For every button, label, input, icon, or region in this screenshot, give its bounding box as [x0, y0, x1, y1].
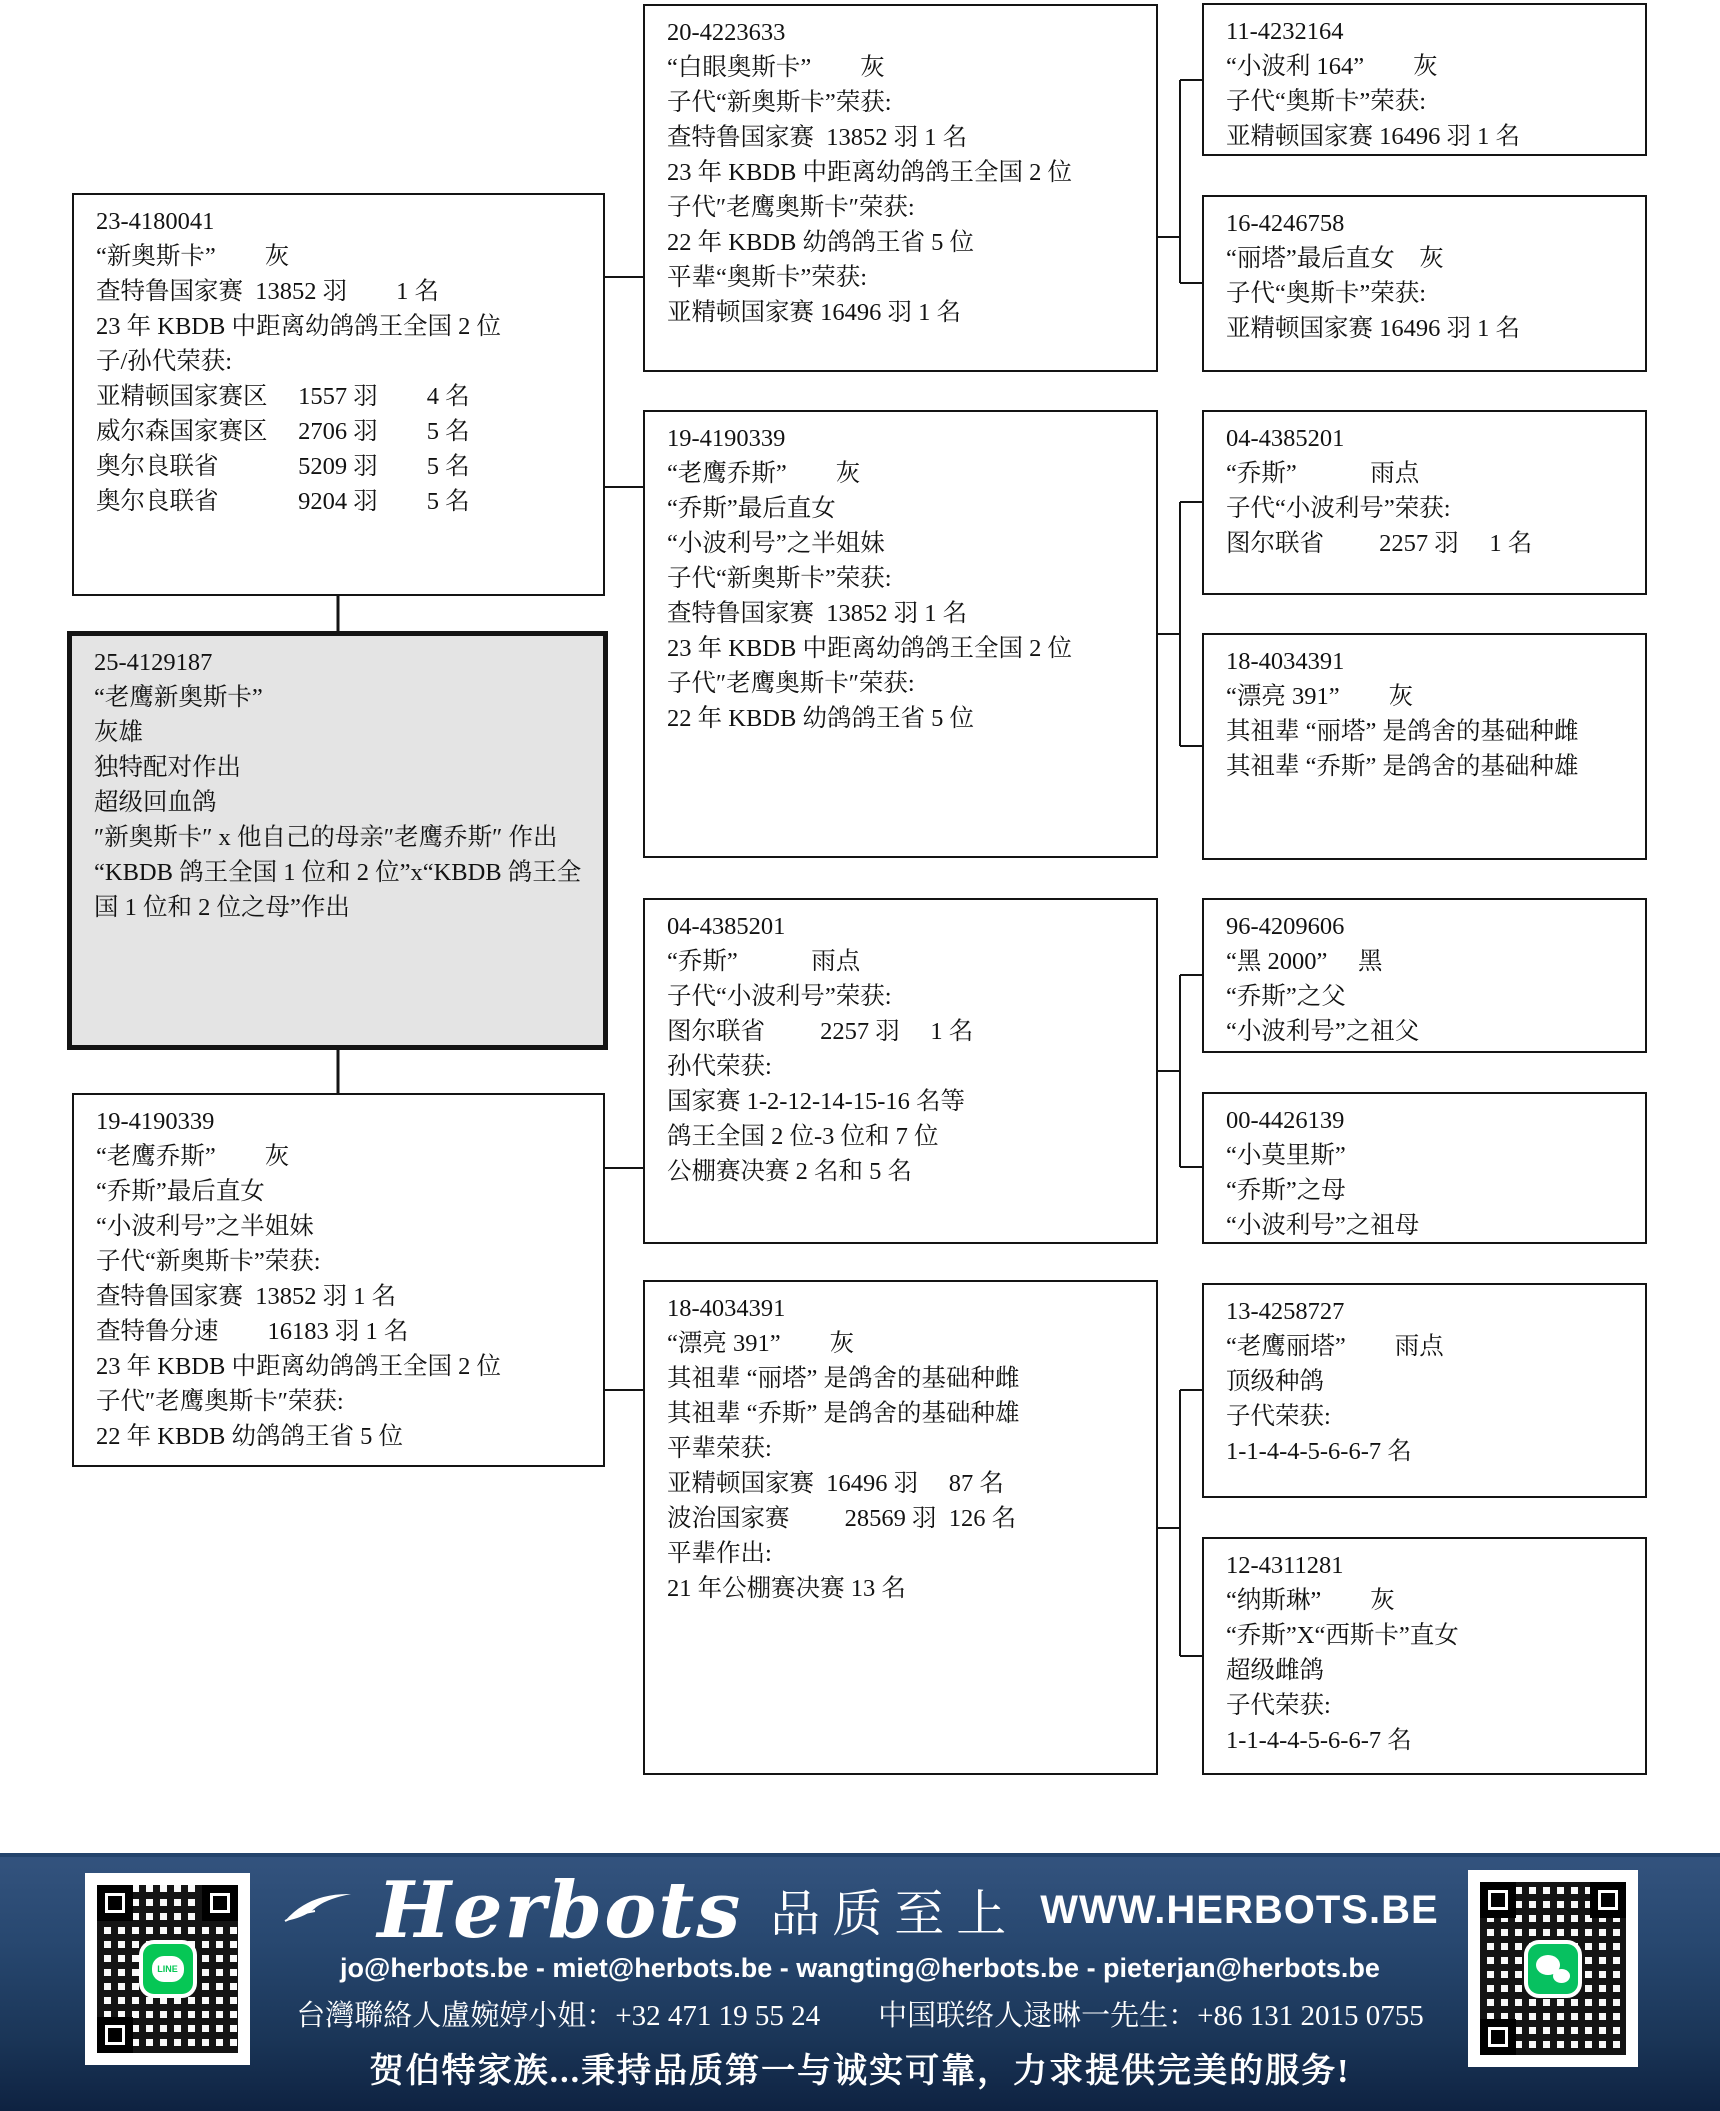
- pedigree-box-19-4190339: [643, 410, 1158, 858]
- pedigree-text-line: 18-4034391: [1226, 648, 1345, 675]
- footer-banner: [0, 1853, 1720, 2111]
- qr-pattern: [1480, 1882, 1626, 2055]
- pedigree-text-line: 国家赛 1-2-12-14-15-16 名等: [667, 1088, 966, 1115]
- pedigree-text-line: 波治国家赛 28569 羽 126 名: [667, 1505, 1017, 1532]
- pedigree-text-line: 子代″老鹰奥斯卡″荣获:: [96, 1388, 344, 1415]
- pedigree-box-13-4258727: [1202, 1283, 1647, 1498]
- pedigree-text-line: 鸽王全国 2 位-3 位和 7 位: [667, 1123, 939, 1150]
- pedigree-text-line: 独特配对作出: [94, 754, 241, 781]
- pedigree-text-line: 子代“小波利号”荣获:: [1226, 495, 1451, 522]
- pedigree-text-line: ″新奥斯卡″ x 他自己的母亲″老鹰乔斯″ 作出: [94, 824, 558, 851]
- pedigree-text-line: 18-4034391: [667, 1295, 786, 1322]
- pedigree-text-line: “乔斯”X“西斯卡”直女: [1226, 1622, 1459, 1649]
- pedigree-text-line: 16-4246758: [1226, 210, 1345, 237]
- pedigree-text-line: 21 年公棚赛决赛 13 名: [667, 1575, 906, 1602]
- pedigree-text-line: 1-1-4-4-5-6-6-7 名: [1226, 1727, 1412, 1754]
- email-list: jo@herbots.be - miet@herbots.be - wangting@herbots.be - pieterjan@herbots.be: [340, 1953, 1380, 1983]
- pedigree-text-line: 平辈荣获:: [667, 1435, 772, 1462]
- pedigree-box-dam-19-4190339: [72, 1093, 605, 1467]
- pedigree-text-line: 23 年 KBDB 中距离幼鸽鸽王全国 2 位: [667, 635, 1072, 662]
- pedigree-text-line: “老鹰新奥斯卡”: [94, 684, 263, 711]
- pedigree-text-line: “老鹰丽塔” 雨点: [1226, 1333, 1444, 1360]
- pedigree-text-line: “漂亮 391” 灰: [1226, 683, 1414, 710]
- pedigree-text-line: 子代荣获:: [1226, 1403, 1331, 1430]
- pedigree-text-line: 其祖辈 “乔斯” 是鸽舍的基础种雄: [667, 1400, 1020, 1427]
- pedigree-text-line: 查特鲁分速 16183 羽 1 名: [96, 1318, 409, 1345]
- pedigree-text-line: 顶级种鸽: [1226, 1368, 1324, 1395]
- pedigree-text-line: 23 年 KBDB 中距离幼鸽鸽王全国 2 位: [96, 313, 501, 340]
- pedigree-text-line: 19-4190339: [96, 1108, 215, 1135]
- pedigree-text-line: “小波利号”之半姐妹: [96, 1213, 314, 1240]
- pedigree-box-96-4209606: [1202, 898, 1647, 1053]
- pedigree-text-line: 04-4385201: [1226, 425, 1345, 452]
- pedigree-text-line: “乔斯”最后直女: [667, 495, 836, 522]
- footer-slogan: 贺伯特家族...秉持品质第一与诚实可靠，力求提供完美的服务!: [369, 2053, 1351, 2090]
- pedigree-text-line: “漂亮 391” 灰: [667, 1330, 855, 1357]
- pedigree-box-12-4311281: [1202, 1537, 1647, 1775]
- brand-row: [265, 1864, 1455, 1956]
- pedigree-text-line: 子代“新奥斯卡”荣获:: [667, 565, 892, 592]
- pedigree-text-line: “小波利号”之祖父: [1226, 1018, 1420, 1045]
- pedigree-text-line: 亚精顿国家赛 16496 羽 1 名: [667, 299, 961, 326]
- footer-content: [265, 1857, 1455, 2111]
- pedigree-text-line: 12-4311281: [1226, 1552, 1344, 1579]
- pedigree-text-line: 96-4209606: [1226, 913, 1345, 940]
- pedigree-box-16-4246758: [1202, 195, 1647, 372]
- pedigree-box-18-4034391-right: [1202, 633, 1647, 860]
- pedigree-text-line: “纳斯琳” 灰: [1226, 1587, 1395, 1614]
- brand-tagline: 品质至上: [770, 1886, 1019, 1942]
- pedigree-text-line: 子代“奥斯卡”荣获:: [1226, 88, 1427, 115]
- pedigree-text-line: 19-4190339: [667, 425, 786, 452]
- pedigree-text-line: 平辈作出:: [667, 1540, 772, 1567]
- pedigree-text-line: “老鹰乔斯” 灰: [96, 1143, 290, 1170]
- pedigree-text-line: 23 年 KBDB 中距离幼鸽鸽王全国 2 位: [667, 159, 1072, 186]
- pedigree-text-line: 子/孙代荣获:: [96, 348, 233, 375]
- pedigree-text-line: 22 年 KBDB 幼鸽鸽王省 5 位: [667, 705, 974, 732]
- pedigree-text-line: 奥尔良联省 9204 羽 5 名: [96, 488, 470, 515]
- wechat-icon: [1528, 1944, 1578, 1994]
- pedigree-text-line: 孙代荣获:: [667, 1053, 772, 1080]
- line-icon: LINE: [143, 1944, 193, 1994]
- contact-phones: 台灣聯絡人盧婉婷小姐：+32 471 19 55 24 中国联络人逯晽一先生：+86 131 2015 0755: [296, 2000, 1424, 2032]
- pedigree-box-04-4385201: [643, 898, 1158, 1244]
- pedigree-text-line: 子代“奥斯卡”荣获:: [1226, 280, 1427, 307]
- pedigree-text-line: “KBDB 鸽王全国 1 位和 2 位”x“KBDB 鸽王全国 1 位和 2 位之母”作出: [94, 859, 582, 921]
- pedigree-text-line: 子代″老鹰奥斯卡″荣获:: [667, 670, 915, 697]
- pedigree-text-line: 1-1-4-4-5-6-6-7 名: [1226, 1438, 1412, 1465]
- pedigree-text-line: 平辈“奥斯卡”荣获:: [667, 264, 868, 291]
- pedigree-text-line: 亚精顿国家赛 16496 羽 87 名: [667, 1470, 1004, 1497]
- pedigree-text-line: 20-4223633: [667, 19, 786, 46]
- pedigree-text-line: 00-4426139: [1226, 1107, 1345, 1134]
- website-url: WWW.HERBOTS.BE: [1040, 1887, 1439, 1932]
- pedigree-text-line: 04-4385201: [667, 913, 786, 940]
- pedigree-text-line: “乔斯” 雨点: [1226, 460, 1420, 487]
- pedigree-text-line: 公棚赛决赛 2 名和 5 名: [667, 1158, 912, 1185]
- pedigree-text-line: 22 年 KBDB 幼鸽鸽王省 5 位: [96, 1423, 403, 1450]
- qr-pattern: [97, 1885, 238, 2053]
- pedigree-text-line: 查特鲁国家赛 13852 羽 1 名: [96, 278, 439, 305]
- pedigree-text-line: “乔斯”之母: [1226, 1177, 1346, 1204]
- pedigree-text-line: “乔斯”最后直女: [96, 1178, 265, 1205]
- pedigree-box-11-4232164: [1202, 3, 1647, 156]
- pedigree-text-line: 亚精顿国家赛 16496 羽 1 名: [1226, 123, 1520, 150]
- pedigree-box-00-4426139: [1202, 1092, 1647, 1244]
- pedigree-text-line: 查特鲁国家赛 13852 羽 1 名: [96, 1283, 397, 1310]
- pedigree-text-line: “黑 2000” 黑: [1226, 948, 1383, 975]
- pedigree-text-line: “乔斯” 雨点: [667, 948, 861, 975]
- pedigree-text-line: 亚精顿国家赛 16496 羽 1 名: [1226, 315, 1520, 342]
- pedigree-text-line: 奥尔良联省 5209 羽 5 名: [96, 453, 470, 480]
- pedigree-text-line: 超级回血鸽: [94, 789, 217, 816]
- pedigree-text-line: “白眼奥斯卡” 灰: [667, 54, 885, 81]
- pedigree-box-04-4385201-right: [1202, 410, 1647, 595]
- pedigree-text-line: 威尔森国家赛区 2706 羽 5 名: [96, 418, 470, 445]
- pedigree-text-line: 子代“小波利号”荣获:: [667, 983, 892, 1010]
- pedigree-text-line: “丽塔”最后直女 灰: [1226, 245, 1444, 272]
- pedigree-text-line: 23-4180041: [96, 208, 215, 235]
- pedigree-text-line: 图尔联省 2257 羽 1 名: [667, 1018, 974, 1045]
- pedigree-text-line: “小波利 164” 灰: [1226, 53, 1438, 80]
- pedigree-box-20-4223633: [643, 4, 1158, 372]
- pedigree-text-line: “老鹰乔斯” 灰: [667, 460, 861, 487]
- pedigree-text-line: “小波利号”之祖母: [1226, 1212, 1420, 1239]
- brand-wordmark: Herbots: [377, 1864, 743, 1956]
- pedigree-box-sire-23-4180041: [72, 193, 605, 596]
- pedigree-text-line: 子代荣获:: [1226, 1692, 1331, 1719]
- wechat-qr-code: [1468, 1870, 1638, 2067]
- pedigree-text-line: 13-4258727: [1226, 1298, 1345, 1325]
- pedigree-box-subject-25-4129187: [67, 631, 608, 1050]
- pedigree-text-line: 子代“新奥斯卡”荣获:: [96, 1248, 321, 1275]
- pedigree-text-line: “新奥斯卡” 灰: [96, 243, 290, 270]
- pedigree-text-line: 22 年 KBDB 幼鸽鸽王省 5 位: [667, 229, 974, 256]
- pedigree-text-line: “小波利号”之半姐妹: [667, 530, 885, 557]
- feather-icon: [281, 1887, 355, 1934]
- pedigree-box-18-4034391: [643, 1280, 1158, 1775]
- pedigree-text-line: 子代″老鹰奥斯卡″荣获:: [667, 194, 915, 221]
- pedigree-text-line: 灰雄: [94, 719, 143, 746]
- pedigree-text-line: 子代“新奥斯卡”荣获:: [667, 89, 892, 116]
- pedigree-text-line: 其祖辈 “丽塔” 是鸽舍的基础种雌: [667, 1365, 1020, 1392]
- pedigree-text-line: 11-4232164: [1226, 18, 1344, 45]
- pedigree-text-line: 其祖辈 “丽塔” 是鸽舍的基础种雌: [1226, 718, 1579, 745]
- pedigree-text-line: 查特鲁国家赛 13852 羽 1 名: [667, 124, 968, 151]
- pedigree-text-line: “小莫里斯”: [1226, 1142, 1346, 1169]
- line-qr-code: [85, 1873, 250, 2065]
- pedigree-text-line: 亚精顿国家赛区 1557 羽 4 名: [96, 383, 470, 410]
- pedigree-text-line: 23 年 KBDB 中距离幼鸽鸽王全国 2 位: [96, 1353, 501, 1380]
- pedigree-text-line: 超级雌鸽: [1226, 1657, 1324, 1684]
- pedigree-text-line: “乔斯”之父: [1226, 983, 1346, 1010]
- pedigree-text-line: 25-4129187: [94, 649, 213, 676]
- pedigree-text-line: 查特鲁国家赛 13852 羽 1 名: [667, 600, 968, 627]
- pedigree-text-line: 图尔联省 2257 羽 1 名: [1226, 530, 1533, 557]
- pedigree-text-line: 其祖辈 “乔斯” 是鸽舍的基础种雄: [1226, 753, 1579, 780]
